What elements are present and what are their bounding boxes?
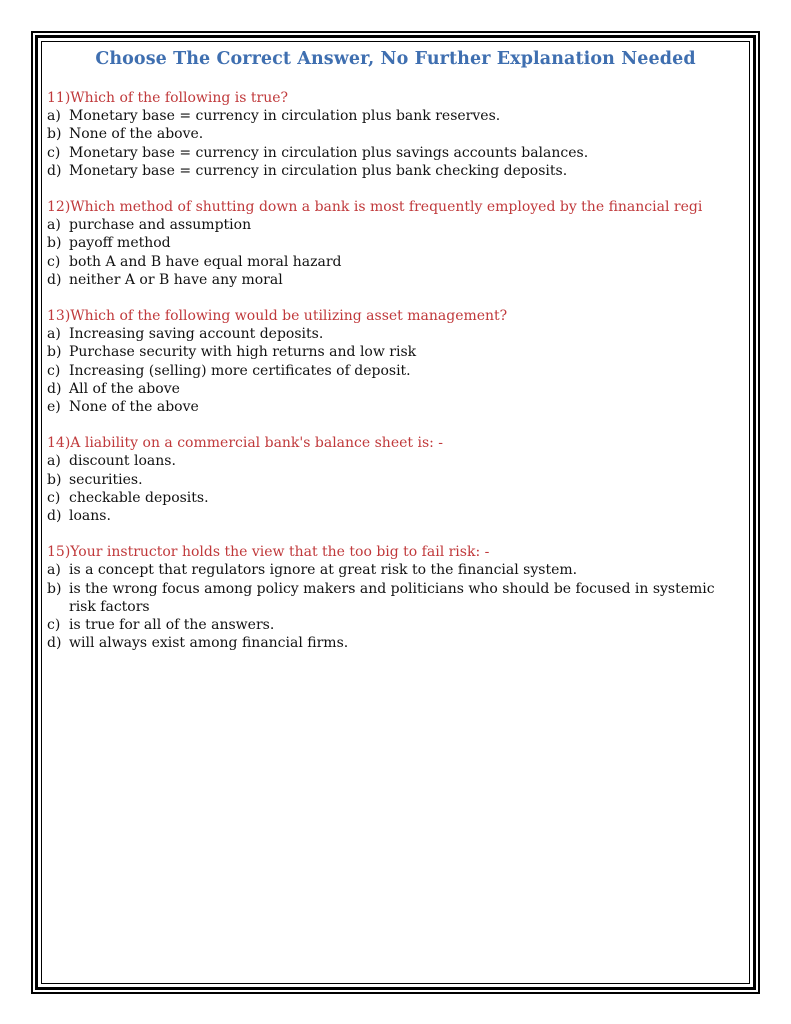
- question-text: [47, 434, 744, 452]
- question-number: 12): [47, 199, 71, 216]
- option-letter: d): [47, 271, 62, 288]
- answer-options: [47, 216, 744, 289]
- answer-option: [47, 561, 744, 579]
- option-text: Monetary base = currency in circulation plus bank checking deposits.: [69, 162, 568, 179]
- option-letter: c): [47, 253, 61, 270]
- option-text: Monetary base = currency in circulation plus savings accounts balances.: [69, 144, 589, 161]
- question-list: [47, 89, 744, 652]
- question-prompt: A liability on a commercial bank's balance sheet is: -: [70, 435, 444, 452]
- question-text: [47, 89, 744, 107]
- question-block: [47, 198, 744, 289]
- option-letter: c): [47, 489, 61, 506]
- option-text: loans.: [69, 508, 111, 525]
- answer-option: [47, 616, 744, 634]
- option-text: Increasing saving account deposits.: [69, 326, 324, 343]
- answer-option: [47, 107, 744, 125]
- option-text: checkable deposits.: [69, 489, 209, 506]
- question-prompt: Which method of shutting down a bank is most frequently employed by the financial regi: [70, 199, 703, 216]
- answer-option: [47, 253, 744, 271]
- option-letter: b): [47, 580, 62, 597]
- page-title: Choose The Correct Answer, No Further Explanation Needed: [95, 49, 696, 69]
- option-text: is true for all of the answers.: [69, 617, 275, 634]
- answer-option: [47, 489, 744, 507]
- option-text: Increasing (selling) more certificates of deposit.: [69, 362, 411, 379]
- option-text: None of the above.: [69, 126, 204, 143]
- question-text: [47, 543, 744, 561]
- option-text: None of the above: [69, 399, 199, 416]
- option-text: discount loans.: [69, 453, 176, 470]
- option-text: neither A or B have any moral: [69, 271, 283, 288]
- option-letter: d): [47, 380, 62, 397]
- answer-option: [47, 125, 744, 143]
- option-letter: d): [47, 508, 62, 525]
- option-letter: e): [47, 399, 61, 416]
- answer-option: [47, 271, 744, 289]
- option-letter: c): [47, 362, 61, 379]
- document-content: [47, 46, 744, 670]
- answer-option: [47, 162, 744, 180]
- answer-option: [47, 580, 744, 616]
- answer-option: [47, 234, 744, 252]
- option-text: All of the above: [69, 380, 180, 397]
- answer-options: [47, 452, 744, 525]
- question-prompt: Which of the following would be utilizing asset management?: [70, 308, 508, 325]
- answer-option: [47, 471, 744, 489]
- option-letter: b): [47, 344, 62, 361]
- question-text: [47, 307, 744, 325]
- option-text: Purchase security with high returns and low risk: [69, 344, 417, 361]
- option-letter: d): [47, 162, 62, 179]
- option-letter: c): [47, 144, 61, 161]
- question-prompt: Your instructor holds the view that the too big to fail risk: -: [70, 544, 490, 561]
- answer-option: [47, 144, 744, 162]
- question-number: 13): [47, 308, 71, 325]
- option-letter: c): [47, 617, 61, 634]
- answer-options: [47, 325, 744, 416]
- answer-options: [47, 561, 744, 652]
- question-block: [47, 543, 744, 652]
- option-letter: a): [47, 326, 61, 343]
- answer-option: [47, 362, 744, 380]
- option-text: is a concept that regulators ignore at great risk to the financial system.: [69, 562, 578, 579]
- question-number: 14): [47, 435, 71, 452]
- question-block: [47, 434, 744, 525]
- option-text: purchase and assumption: [69, 217, 252, 234]
- option-letter: d): [47, 635, 62, 652]
- question-block: [47, 307, 744, 416]
- option-text: payoff method: [69, 235, 171, 252]
- question-number: 11): [47, 90, 71, 106]
- option-text: both A and B have equal moral hazard: [69, 253, 342, 270]
- option-letter: b): [47, 126, 62, 143]
- question-prompt: Which of the following is true?: [70, 90, 289, 106]
- answer-option: [47, 507, 744, 525]
- option-text: will always exist among financial firms.: [69, 635, 349, 652]
- option-letter: a): [47, 453, 61, 470]
- option-letter: a): [47, 108, 61, 125]
- answer-option: [47, 634, 744, 652]
- option-letter: b): [47, 235, 62, 252]
- option-letter: a): [47, 217, 61, 234]
- option-text: Monetary base = currency in circulation plus bank reserves.: [69, 108, 501, 125]
- option-letter: a): [47, 562, 61, 579]
- option-text: is the wrong focus among policy makers and politicians who should be focused in systemic risk factors: [69, 580, 715, 615]
- option-text: securities.: [69, 471, 143, 488]
- option-letter: b): [47, 471, 62, 488]
- answer-option: [47, 398, 744, 416]
- question-text: [47, 198, 744, 216]
- answer-options: [47, 107, 744, 180]
- answer-option: [47, 325, 744, 343]
- answer-option: [47, 216, 744, 234]
- answer-option: [47, 380, 744, 398]
- question-number: 15): [47, 544, 71, 561]
- question-block: [47, 89, 744, 180]
- answer-option: [47, 452, 744, 470]
- answer-option: [47, 343, 744, 361]
